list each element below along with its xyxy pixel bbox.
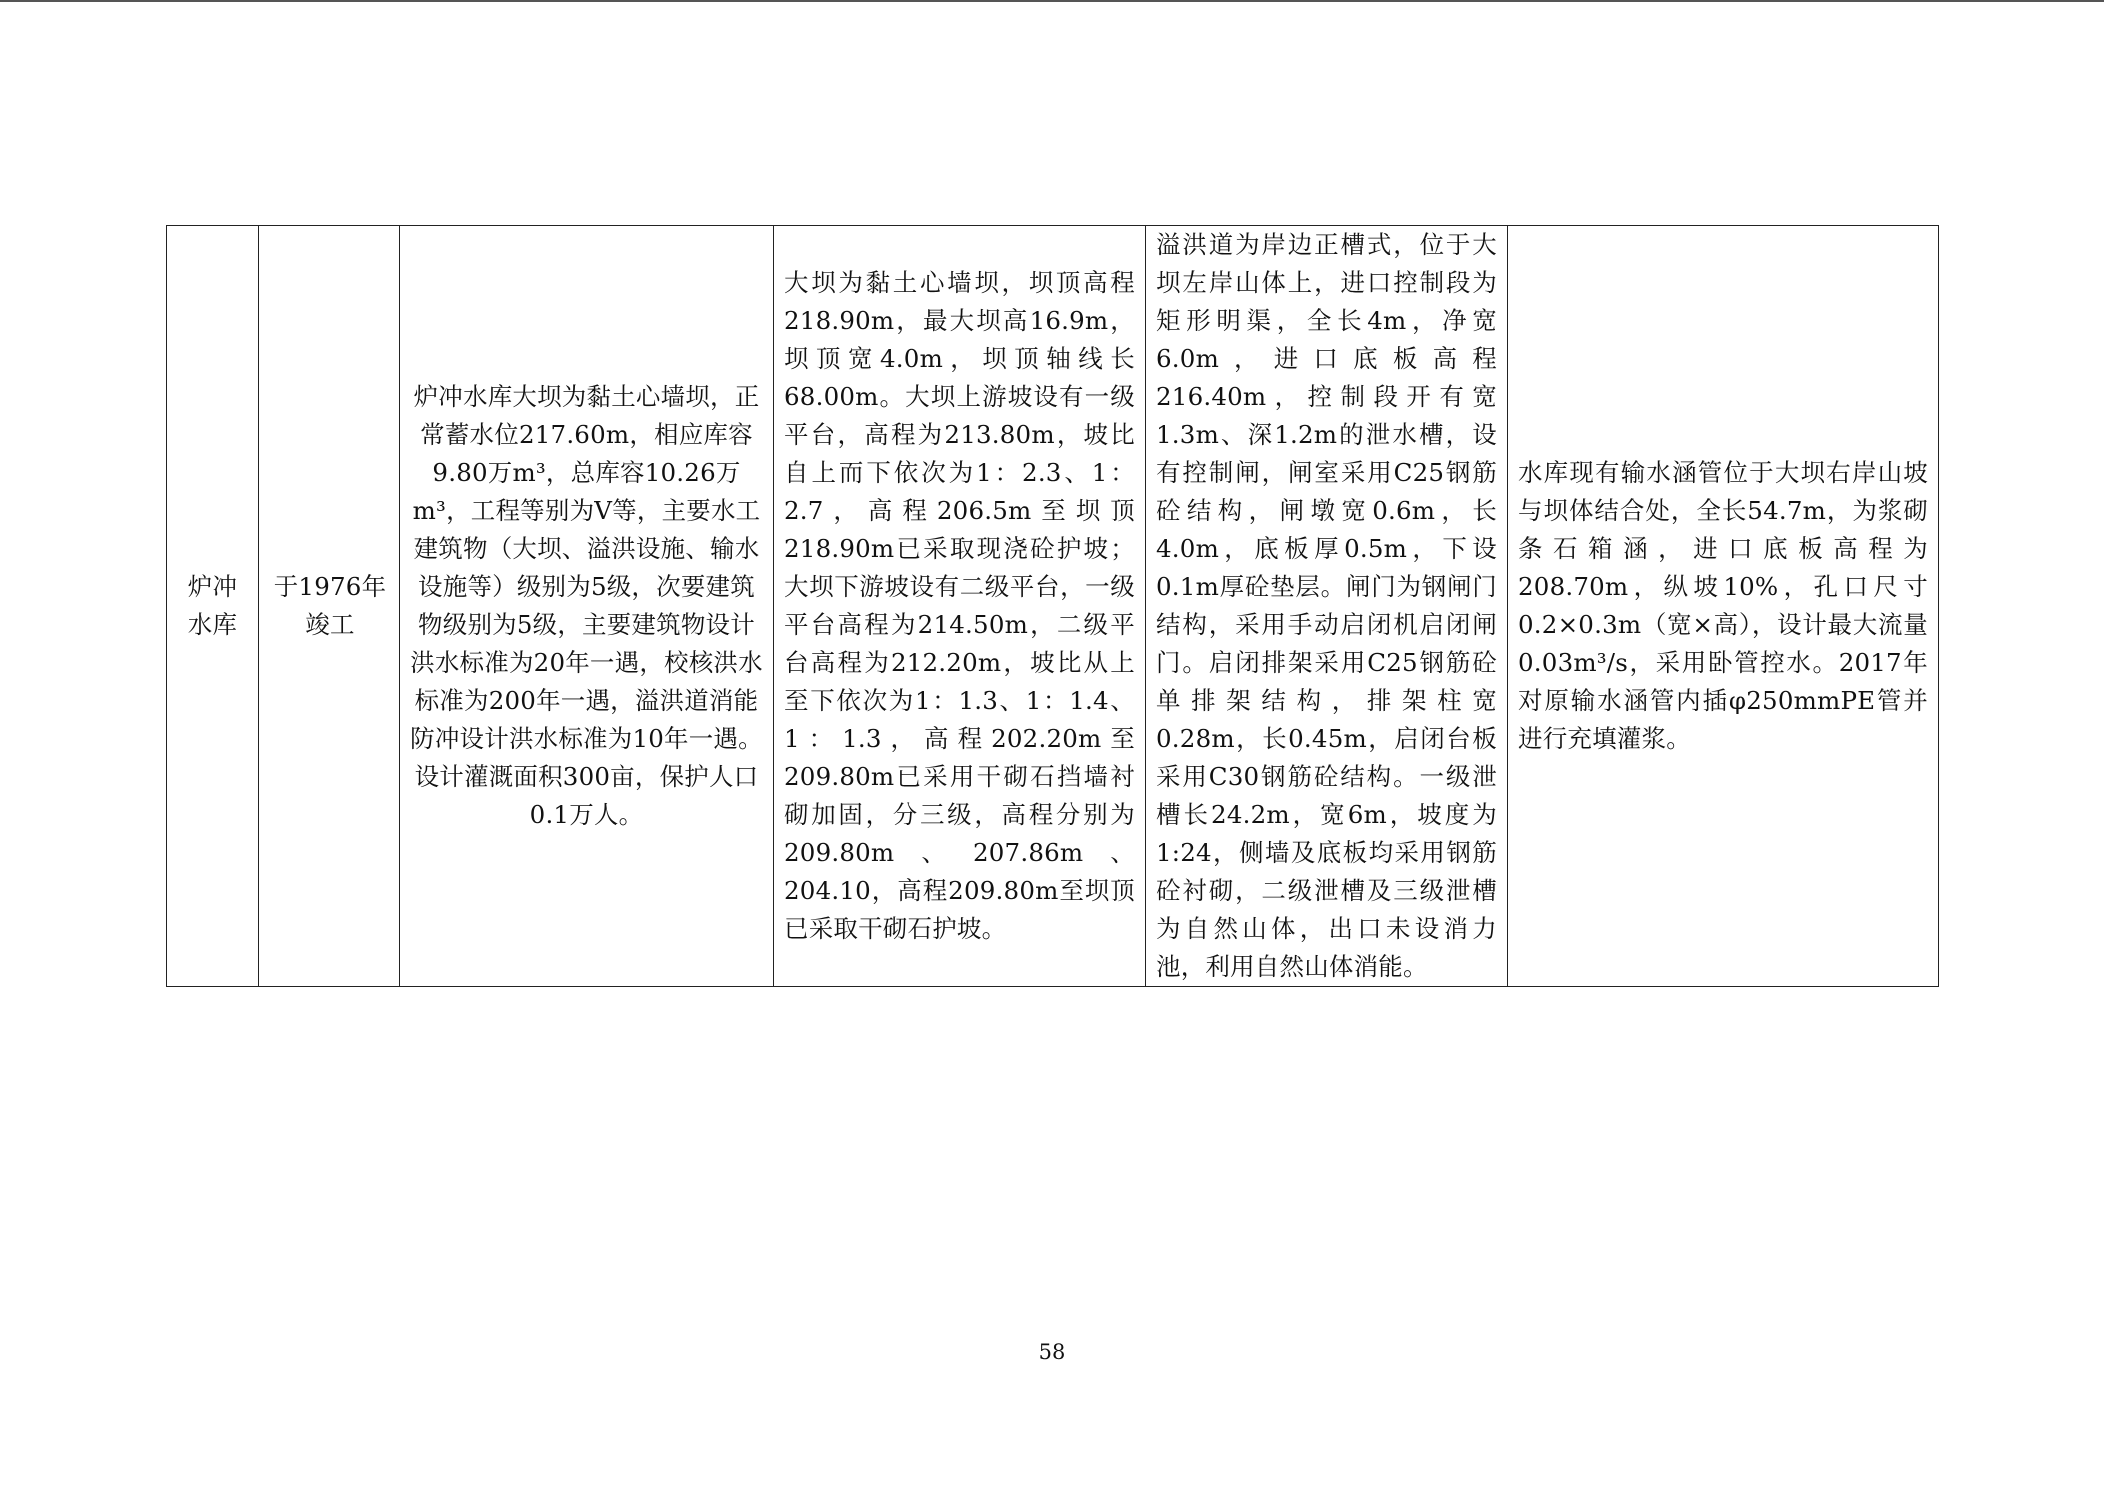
dam-text: 大坝为黏土心墙坝，坝顶高程218.90m，最大坝高16.9m，坝顶宽4.0m，坝顶轴线长68.00m。大坝上游坡设有一级平台，高程为213.80m，坡比自上而下依次为1：2.3、1：2.7，高程206.5m至坝顶218.90m已采取现浇砼护坡；大坝下游坡设有二级平台，一级平台高程为214.50m，二级平台高程为212.20m，坡比从上至下依次为1：1.3、1：1.4、1：1.3，高程202.20m至209.80m已采用干砌石挡墙衬砌加固，分三级，高程分别为209.80m、207.86m、204.10，高程209.80m至坝顶已采取干砌石护坡。 [784,268,1135,943]
overview-text: 炉冲水库大坝为黏土心墙坝，正常蓄水位217.60m，相应库容9.80万m³，总库容10.26万m³，工程等别为Ⅴ等，主要水工建筑物（大坝、溢洪设施、输水设施等）级别为5级，次要建筑物级别为5级，主要建筑物设计洪水标准为20年一遇，校核洪水标准为200年一遇，溢洪道消能防冲设计洪水标准为10年一遇。设计灌溉面积300亩，保护人口0.1万人。 [410,382,763,829]
spillway-text: 溢洪道为岸边正槽式，位于大坝左岸山体上，进口控制段为矩形明渠，全长4m，净宽6.0m，进口底板高程216.40m，控制段开有宽1.3m、深1.2m的泄水槽，设有控制闸，闸室采用C25钢筋砼结构，闸墩宽0.6m，长4.0m，底板厚0.5m，下设0.1m厚砼垫层。闸门为钢闸门结构，采用手动启闭机启闭闸门。启闭排架采用C25钢筋砼单排架结构，排架柱宽0.28m，长0.45m，启闭台板采用C30钢筋砼结构。一级泄槽长24.2m，宽6m，坡度为1:24，侧墙及底板均采用钢筋砼衬砌，二级泄槽及三级泄槽为自然山体，出口未设消力池，利用自然山体消能。 [1156,230,1497,981]
reservoir-name-cell [167,226,259,987]
dam-cell [774,226,1146,987]
spillway-cell [1146,226,1508,987]
completion-year: 于1976年竣工 [273,572,387,639]
page-number: 58 [1038,1340,1066,1364]
table-row [167,226,1939,987]
top-border-line [0,0,2104,2]
outlet-text: 水库现有输水涵管位于大坝右岸山坡与坝体结合处，全长54.7m，为浆砌条石箱涵，进口底板高程为208.70m，纵坡10%，孔口尺寸0.2×0.3m（宽×高），设计最大流量0.03m³/s，采用卧管控水。2017年对原输水涵管内插φ250mmPE管并进行充填灌浆。 [1518,458,1928,753]
reservoir-name: 炉冲水库 [187,572,238,639]
outlet-cell [1508,226,1939,987]
overview-cell [400,226,774,987]
completion-cell [259,226,400,987]
reservoir-table [166,225,1939,987]
